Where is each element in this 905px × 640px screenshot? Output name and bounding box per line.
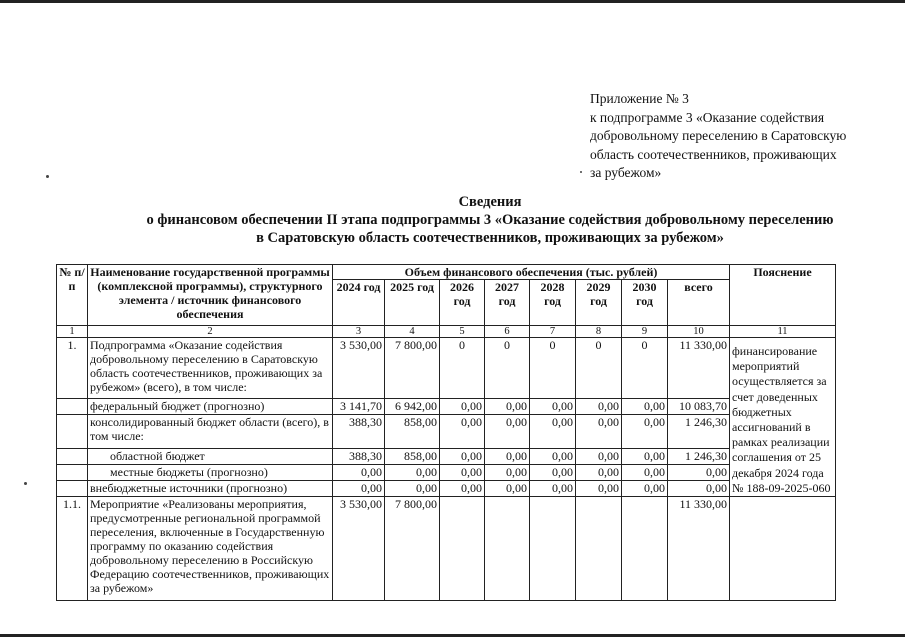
- header-year: 2030 год: [622, 280, 668, 326]
- cell-value: 0,00: [668, 465, 730, 481]
- cell-value: 0,00: [440, 415, 485, 449]
- table-row: [57, 497, 836, 601]
- column-number: 4: [385, 326, 440, 338]
- cell-value: 1 246,30: [668, 415, 730, 449]
- column-number: 9: [622, 326, 668, 338]
- column-number: 10: [668, 326, 730, 338]
- cell-value: 7 800,00: [385, 338, 440, 399]
- table-row: [57, 465, 836, 481]
- row-name: консолидированный бюджет области (всего), в том числе:: [88, 415, 333, 449]
- column-number: 1: [57, 326, 88, 338]
- document-heading: [60, 193, 905, 247]
- header-year: 2028 год: [530, 280, 576, 326]
- row-num: [57, 465, 88, 481]
- annex-caption: [590, 90, 890, 183]
- financing-table: [56, 264, 836, 601]
- cell-value: [485, 497, 530, 601]
- column-number: 6: [485, 326, 530, 338]
- cell-value: 0: [485, 338, 530, 399]
- heading-subtitle: о финансовом обеспечении II этапа подпрограммы 3 «Оказание содействия добровольному переселению: [146, 212, 834, 228]
- cell-value: 0,00: [530, 481, 576, 497]
- column-number-row: [57, 326, 836, 338]
- cell-value: 3 530,00: [333, 338, 385, 399]
- header-year: 2029 год: [576, 280, 622, 326]
- cell-value: 0,00: [622, 481, 668, 497]
- column-number: 2: [88, 326, 333, 338]
- cell-value: 0,00: [576, 449, 622, 465]
- cell-value: 0,00: [485, 481, 530, 497]
- cell-value: 0: [622, 338, 668, 399]
- row-num: [57, 399, 88, 415]
- header-name: Наименование государственной программы (комплексной программы), структурного элемента / источник финансового обеспечения: [88, 265, 333, 326]
- heading-subtitle: в Саратовскую область соотечественников, проживающих за рубежом»: [256, 230, 724, 246]
- cell-value: 0,00: [622, 399, 668, 415]
- cell-value: 0,00: [485, 415, 530, 449]
- cell-value: 0,00: [485, 465, 530, 481]
- cell-value: 1 246,30: [668, 449, 730, 465]
- header-volume: Объем финансового обеспечения (тыс. рублей): [333, 265, 730, 280]
- header-year: 2027 год: [485, 280, 530, 326]
- row-name: Мероприятие «Реализованы мероприятия, предусмотренные региональной программой переселения, включенные в Государственную программу по оказанию содействия добровольному переселению в Российскую Федерацию соотечественников, проживающих за рубежом»: [88, 497, 333, 601]
- cell-value: 0,00: [385, 465, 440, 481]
- cell-value: 0,00: [485, 449, 530, 465]
- cell-value: 0,00: [440, 449, 485, 465]
- cell-value: 858,00: [385, 449, 440, 465]
- cell-value: [440, 497, 485, 601]
- cell-value: [576, 497, 622, 601]
- annex-title: Приложение № 3: [590, 91, 689, 106]
- page-bottom-edge: [0, 634, 905, 637]
- row-num: [57, 415, 88, 449]
- header-year: 2026 год: [440, 280, 485, 326]
- row-note: финансирование мероприятий осуществляется за счет доведенных бюджетных ассигнований в рамках реализации соглашения от 25 декабря 2024 года № 188-09-2025-060: [730, 338, 836, 497]
- header-total: всего: [668, 280, 730, 326]
- header-note: Пояснение: [730, 265, 836, 326]
- row-name: Подпрограмма «Оказание содействия добровольному переселению в Саратовскую область соотечественников, проживающих за рубежом» (всего), в том числе:: [88, 338, 333, 399]
- cell-value: 0: [576, 338, 622, 399]
- cell-value: 0,00: [440, 465, 485, 481]
- cell-value: 0,00: [530, 399, 576, 415]
- row-num: 1.1.: [57, 497, 88, 601]
- column-number: 7: [530, 326, 576, 338]
- annex-line: к подпрограмме 3 «Оказание содействия: [590, 109, 825, 125]
- cell-value: 0,00: [668, 481, 730, 497]
- column-number: 11: [730, 326, 836, 338]
- row-num: 1.: [57, 338, 88, 399]
- heading-title: Сведения: [458, 194, 522, 210]
- annex-line: за рубежом»: [590, 165, 662, 180]
- page-top-edge: [0, 0, 905, 3]
- cell-value: 0,00: [576, 465, 622, 481]
- cell-value: [530, 497, 576, 601]
- cell-value: [622, 497, 668, 601]
- scan-speck: [46, 175, 49, 178]
- cell-value: 11 330,00: [668, 338, 730, 399]
- column-number: 8: [576, 326, 622, 338]
- cell-value: 6 942,00: [385, 399, 440, 415]
- cell-value: 0,00: [440, 399, 485, 415]
- row-name: областной бюджет: [88, 449, 333, 465]
- table-row: [57, 399, 836, 415]
- row-note: [730, 497, 836, 601]
- table-row: [57, 449, 836, 465]
- table-row: [57, 338, 836, 399]
- cell-value: 11 330,00: [668, 497, 730, 601]
- cell-value: 3 530,00: [333, 497, 385, 601]
- row-name: местные бюджеты (прогнозно): [88, 465, 333, 481]
- cell-value: 3 141,70: [333, 399, 385, 415]
- cell-value: 858,00: [385, 415, 440, 449]
- column-number: 5: [440, 326, 485, 338]
- cell-value: 0,00: [530, 415, 576, 449]
- cell-value: 0,00: [622, 415, 668, 449]
- cell-value: 388,30: [333, 415, 385, 449]
- cell-value: 7 800,00: [385, 497, 440, 601]
- scan-speck: [24, 482, 27, 485]
- row-name: внебюджетные источники (прогнозно): [88, 481, 333, 497]
- cell-value: 0,00: [333, 465, 385, 481]
- annex-line: добровольному переселению в Саратовскую: [590, 128, 847, 143]
- cell-value: 0,00: [530, 449, 576, 465]
- cell-value: 0: [530, 338, 576, 399]
- cell-value: 0,00: [622, 465, 668, 481]
- cell-value: 0,00: [485, 399, 530, 415]
- cell-value: 0,00: [385, 481, 440, 497]
- cell-value: 0,00: [576, 415, 622, 449]
- row-name: федеральный бюджет (прогнозно): [88, 399, 333, 415]
- header-num: № п/п: [57, 265, 88, 326]
- header-year: 2025 год: [385, 280, 440, 326]
- row-num: [57, 449, 88, 465]
- cell-value: 0,00: [622, 449, 668, 465]
- cell-value: 0: [440, 338, 485, 399]
- cell-value: 0,00: [576, 399, 622, 415]
- table-row: [57, 415, 836, 449]
- cell-value: 0,00: [440, 481, 485, 497]
- cell-value: 10 083,70: [668, 399, 730, 415]
- cell-value: 0,00: [530, 465, 576, 481]
- scan-speck: [580, 171, 582, 173]
- cell-value: 388,30: [333, 449, 385, 465]
- cell-value: 0,00: [576, 481, 622, 497]
- header-year: 2024 год: [333, 280, 385, 326]
- annex-line: область соотечественников, проживающих: [590, 146, 837, 162]
- row-num: [57, 481, 88, 497]
- cell-value: 0,00: [333, 481, 385, 497]
- table-row: [57, 481, 836, 497]
- column-number: 3: [333, 326, 385, 338]
